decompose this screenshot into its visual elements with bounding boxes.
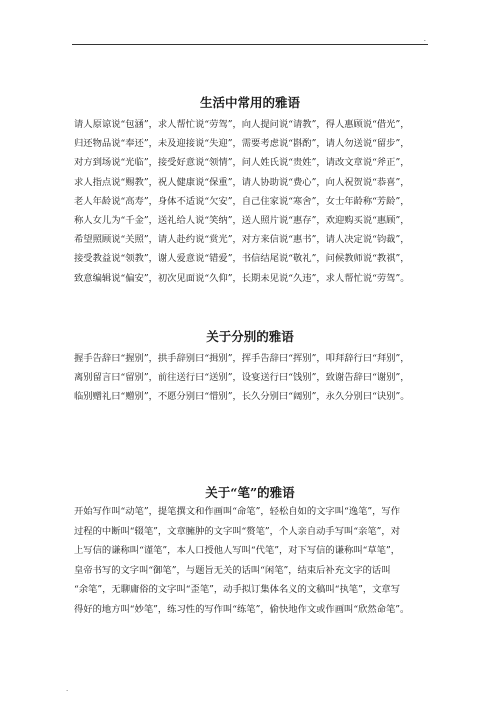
text-line: 接受教益说“领教”，谢人爱意说“错爱”，书信结尾说“敬礼”，问候教师说“教祺”， (74, 253, 410, 265)
section-title-daily-elegant-expressions: 生活中常用的雅语 (199, 95, 300, 110)
section-paragraph-daily-elegant-expressions (74, 115, 428, 288)
text-line: “余笔”，无聊庸俗的文字叫“歪笔”，动手拟订集体名义的文稿叫“执笔”，文章写 (74, 584, 401, 596)
text-line: 致意编辑说“偏安”，初次见面说“久仰”，长期未见说“久违”，求人帮忙说“劳驾”。 (74, 272, 410, 284)
text-line: 上写信的谦称叫“谨笔”，本人口授他人写叫“代笔”，对下写信的谦称叫“草笔”， (74, 545, 401, 557)
text-line: 离别留言曰“留别”，前往送行曰“送别”，设宴送行曰“饯别”，致谢告辞曰“谢别”， (74, 372, 410, 384)
text-line: 临别赠礼曰“赠别”，不愿分别曰“惜别”，长久分别曰“阔别”，永久分别曰“诀别”。 (74, 391, 410, 403)
header-rule (72, 44, 428, 45)
text-line: 请人原谅说“包涵”，求人帮忙说“劳驾”，向人提问说“请教”，得人惠顾说“借光”， (74, 119, 410, 130)
text-line: 开始写作叫“动笔”，提笔撰文和作画叫“命笔”，轻松自如的文字叫“逸笔”，写作 (74, 506, 401, 517)
section-title-farewell-expressions: 关于分别的雅语 (206, 329, 294, 344)
footer-dot: . (66, 685, 69, 693)
section-paragraph-brush-expressions (74, 502, 428, 620)
section-title-brush-expressions: 关于“笔”的雅语 (205, 485, 295, 500)
text-line: 皇帝书写的文字叫“御笔”，与题旨无关的话叫“闲笔”，结束后补充文字的话叫 (74, 564, 391, 576)
text-line: 过程的中断叫“辍笔”，文章臃肿的文字叫“赘笔”，个人亲自动手写叫“亲笔”，对 (74, 525, 401, 537)
text-line: 老人年龄说“高寿”，身体不适说“欠安”，自己住家说“寒舍”，女士年龄称“芳龄”， (74, 195, 410, 207)
text-line: 对方到场说“光临”，接受好意说“领情”，问人姓氏说“贵姓”，请改文章说“斧正”， (74, 157, 410, 169)
text-line: 称人女儿为“千金”，送礼给人说“笑纳”，送人照片说“惠存”，欢迎购买说“惠顾”， (74, 215, 410, 227)
text-line: 得好的地方叫“妙笔”，练习性的写作叫“练笔”，偷快地作文或作画叫“欣然命笔”。 (74, 603, 410, 615)
text-line: 求人指点说“赐教”，祝人健康说“保重”，请人协助说“费心”，向人祝贺说“恭喜”， (74, 176, 410, 188)
header-dot: . (423, 35, 426, 43)
text-line: 希望照顾说“关照”，请人赴约说“赏光”，对方来信说“惠书”，请人决定说“钧裁”， (74, 234, 410, 246)
section-paragraph-farewell-expressions (74, 349, 428, 407)
text-line: 握手告辞曰“握别”，拱手辞别曰“揖别”，挥手告辞曰“挥别”，叩拜辞行曰“拜别”， (74, 353, 410, 364)
text-line: 归还物品说“奉还”，未及迎接说“失迎”，需要考虑说“斟酌”，请人勿送说“留步”， (74, 138, 410, 150)
